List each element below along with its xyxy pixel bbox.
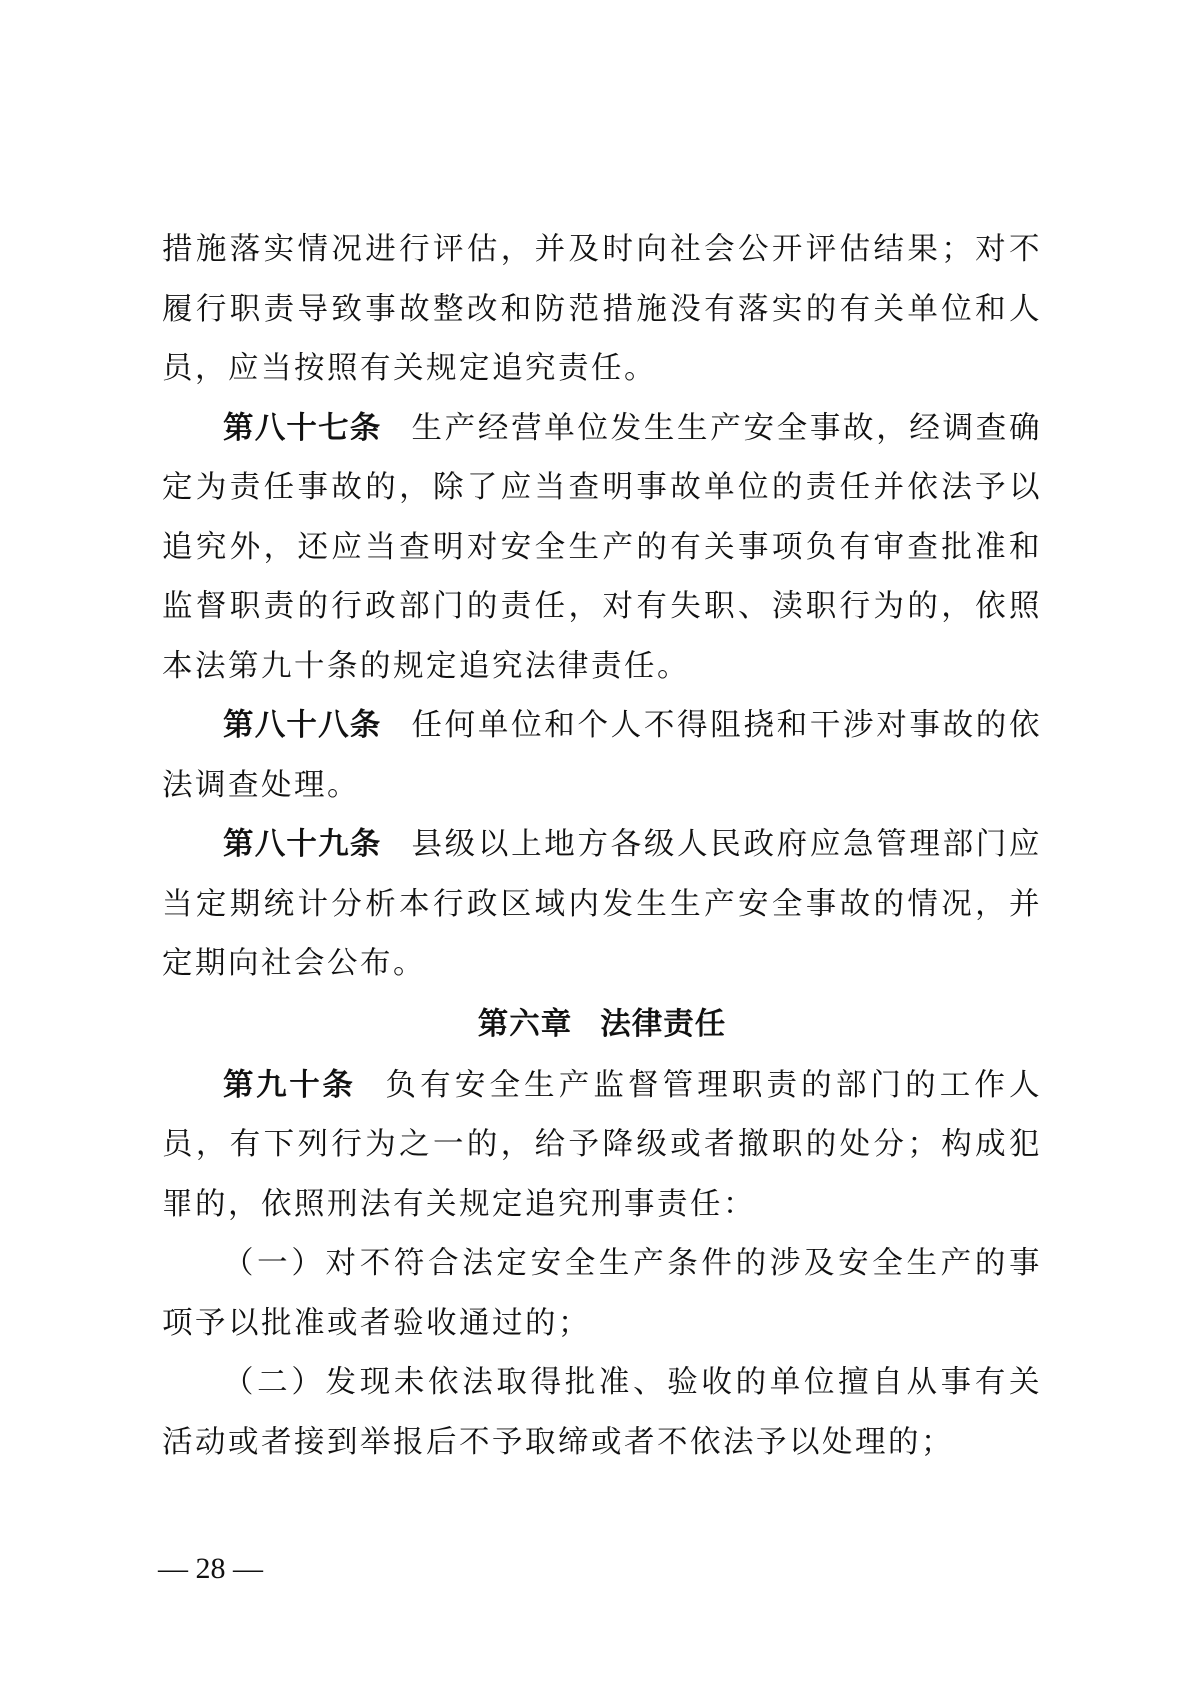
paragraph-continuation xyxy=(162,220,1042,399)
article-text: 生产经营单位发生生产安全事故，经调查确定为责任事故的，除了应当查明事故单位的责任并依法予以追究外，还应当查明对安全生产的有关事项负有审查批准和监督职责的行政部门的责任，对有失职、渎职行为的，依照本法第九十条的规定追究法律责任。 xyxy=(162,410,1043,684)
list-item-text: （二）发现未依法取得批准、验收的单位擅自从事有关活动或者接到举报后不予取缔或者不依法予以处理的； xyxy=(162,1365,1042,1460)
article-90 xyxy=(162,1056,1042,1235)
article-number: 第九十条 xyxy=(223,1067,356,1103)
article-87 xyxy=(162,399,1042,697)
article-88 xyxy=(162,696,1042,815)
list-item xyxy=(162,1234,1042,1353)
article-number: 第八十九条 xyxy=(223,827,382,862)
article-number: 第八十七条 xyxy=(223,410,382,446)
chapter-number: 第六章 xyxy=(477,1006,573,1042)
paragraph-text: 措施落实情况进行评估，并及时向社会公开评估结果；对不履行职责导致事故整改和防范措施没有落实的有关单位和人员，应当按照有关规定追究责任。 xyxy=(162,232,1042,386)
article-text: 负有安全生产监督管理职责的部门的工作人员，有下列行为之一的，给予降级或者撤职的处分；构成犯罪的，依照刑法有关规定追究刑事责任： xyxy=(162,1067,1043,1222)
article-number: 第八十八条 xyxy=(223,708,382,743)
list-item xyxy=(162,1353,1042,1472)
list-item-text: （一）对不符合法定安全生产条件的涉及安全生产的事项予以批准或者验收通过的； xyxy=(162,1246,1042,1341)
chapter-title: 法律责任 xyxy=(600,1006,727,1042)
article-text: 任何单位和个人不得阻挠和干涉对事故的依法调查处理。 xyxy=(162,708,1043,803)
document-body xyxy=(162,220,1042,1472)
article-text: 县级以上地方各级人民政府应急管理部门应当定期统计分析本行政区域内发生生产安全事故的情况，并定期向社会公布。 xyxy=(162,827,1043,981)
article-89 xyxy=(162,815,1042,994)
page-number: — 28 — xyxy=(158,1552,263,1585)
chapter-heading xyxy=(162,994,1042,1056)
